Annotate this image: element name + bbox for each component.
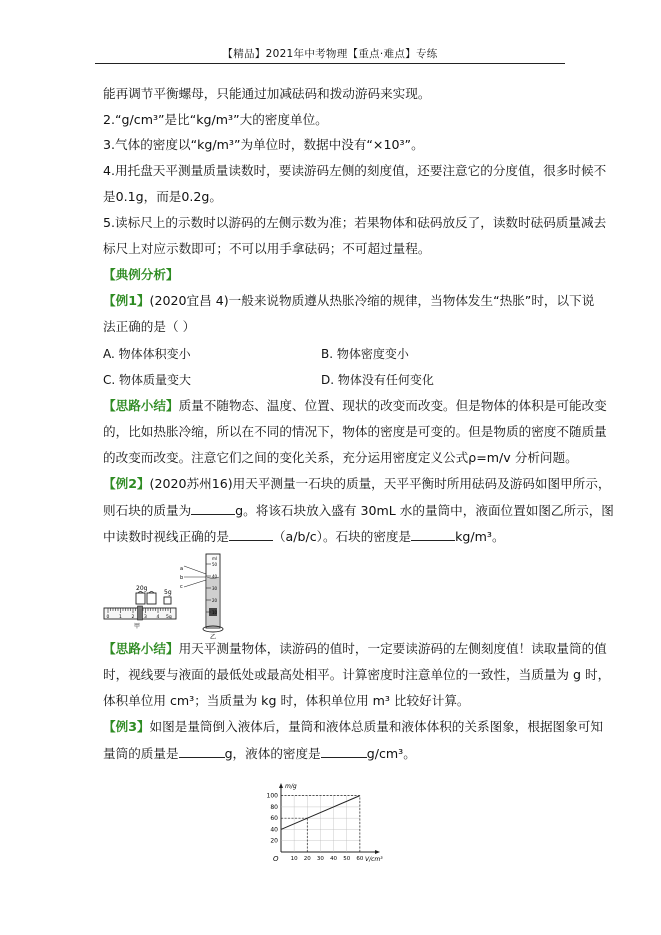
view-label-c: c — [180, 584, 183, 590]
view-label-a: a — [180, 566, 184, 572]
summary-2-line-3: 体积单位用 cm³；当质量为 kg 时，体积单位用 m³ 比较好计算。 — [103, 693, 470, 708]
y-tick-label: 40 — [270, 826, 278, 834]
x-tick-label: 60 — [356, 856, 364, 862]
example-3-text: 如图是量筒倒入液体后，量筒和液体总质量和液体体积的关系图象，根据图象可知 — [149, 719, 603, 734]
summary-1-line — [103, 398, 607, 414]
answer-blank — [179, 745, 225, 758]
y-axis-label: m/g — [285, 783, 297, 790]
option-b: B. 物体密度变小 — [321, 347, 409, 361]
mass-volume-chart — [255, 780, 405, 862]
y-tick-label: 80 — [270, 803, 278, 811]
x-axis-arrow — [375, 850, 380, 854]
weight-5g — [164, 597, 171, 604]
example-2-line — [103, 476, 610, 492]
label-jia: 甲 — [134, 623, 141, 630]
cyl-number: 20 — [212, 598, 218, 603]
example-3-tag: 【例3】 — [103, 719, 150, 734]
y-tick-label: 20 — [270, 837, 278, 845]
example-3-line-2 — [103, 745, 416, 762]
answer-blank — [411, 528, 455, 541]
summary-2-line-2: 时，视线要与液面的最低处或最高处相平。计算密度时注意单位的一致性，当质量为 g 时， — [103, 667, 611, 682]
page-header: 【精品】2021年中考物理【重点·难点】专练 — [222, 48, 438, 60]
example-1-line — [103, 293, 594, 309]
summary-2-text: 用天平测量物体，读游码的值时，一定要读游码的左侧刻度值！读取量筒的值 — [178, 641, 607, 656]
example-2-text: (2020苏州16)用天平测量一石块的质量，天平平衡时所用砝码及游码如图甲所示， — [149, 476, 611, 491]
label-yi: 乙 — [210, 634, 217, 640]
answer-blank — [229, 528, 273, 541]
text: 中读数时视线正确的是 — [103, 529, 229, 544]
answer-blank — [191, 502, 235, 515]
text: kg/m³。 — [455, 529, 505, 544]
answer-blank — [321, 745, 367, 758]
x-tick-label: 40 — [330, 856, 338, 862]
x-tick-label: 30 — [316, 856, 324, 862]
note-line: 标尺上对应示数即可；不可以用手拿砝码；不可超过量程。 — [103, 241, 431, 256]
header-divider — [95, 63, 565, 64]
note-line: 3.气体的密度以“kg/m³”为单位时，数据中没有“×10³”。 — [103, 137, 424, 152]
weight-20g-a — [136, 593, 145, 604]
option-c: C. 物体质量变大 — [103, 373, 192, 387]
option-d: D. 物体没有任何变化 — [321, 373, 434, 387]
ruler-number: 2 — [131, 615, 135, 620]
note-line: 4.用托盘天平测量质量读数时，要读游码左侧的刻度值，还要注意它的分度值，很多时候不 — [103, 163, 607, 178]
x-tick-label: 10 — [290, 856, 298, 862]
cyl-number: 10 — [212, 610, 218, 615]
summary-1-line-2: 的，比如热胀冷缩，所以在不同的情况下，物体的密度是可变的。但是物质的密度不随质量 — [103, 424, 607, 439]
ruler-number: 3 — [144, 615, 147, 620]
cyl-number: 50 — [212, 562, 218, 567]
x-tick-label: 20 — [303, 856, 311, 862]
summary-2-tag: 【思路小结】 — [103, 641, 179, 656]
view-label-b: b — [180, 575, 184, 581]
text: g/cm³。 — [366, 746, 416, 761]
text: g。将该石块放入盛有 30mL 水的量筒中，液面位置如图乙所示，图 — [235, 503, 614, 518]
example-2-line-3 — [103, 528, 505, 545]
example-3-line — [103, 719, 603, 735]
example-2-line-2 — [103, 502, 614, 519]
text: 则石块的质量为 — [103, 503, 192, 518]
weight-label-5g: 5g — [164, 589, 172, 596]
note-line: 5.读标尺上的示数时以游码的左侧示数为准；若果物体和砝码放反了，读数时砝码质量减去 — [103, 215, 607, 230]
summary-1-text: 质量不随物态、温度、位置、现状的改变而改变。但是物体的体积是可能改变 — [178, 398, 607, 413]
summary-2-line — [103, 641, 607, 657]
example-1-tag: 【例1】 — [103, 293, 150, 308]
cyl-number: 40 — [212, 574, 218, 579]
example-2-tag: 【例2】 — [103, 476, 150, 491]
cyl-number: 30 — [212, 586, 218, 591]
option-a: A. 物体体积变小 — [103, 347, 191, 361]
rider — [138, 606, 143, 620]
weight-label-20g: 20g — [136, 585, 148, 592]
note-line: 能再调节平衡螺母，只能通过加减砝码和拨动游码来实现。 — [103, 86, 431, 101]
cyl-unit: ml — [212, 556, 218, 561]
ruler-number: 1 — [119, 615, 122, 620]
summary-1-line-3: 的改变而改变。注意它们之间的变化关系，充分运用密度定义公式ρ=m/v 分析问题。 — [103, 450, 578, 465]
example-1-stem: 法正确的是（ ） — [103, 319, 196, 334]
summary-1-tag: 【思路小结】 — [103, 398, 179, 413]
y-tick-label: 60 — [270, 815, 278, 823]
ruler-number: 5g — [166, 615, 172, 620]
ruler-number: 0 — [106, 615, 110, 620]
text: g，液体的密度是 — [224, 746, 321, 761]
note-line: 2.“g/cm³”是比“kg/m³”大的密度单位。 — [103, 112, 328, 127]
y-tick-label: 100 — [266, 792, 278, 800]
weight-20g-b — [147, 593, 156, 604]
balance-cylinder-figure — [100, 550, 230, 640]
x-tick-label: 50 — [343, 856, 351, 862]
x-axis-label: V/cm³ — [365, 856, 383, 862]
text: （a/b/c）。石块的密度是 — [272, 529, 412, 544]
origin-label: O — [273, 855, 279, 862]
y-axis-arrow — [279, 783, 283, 788]
ruler-number: 4 — [156, 615, 160, 620]
example-1-text: (2020宜昌 4)一般来说物质遵从热胀冷缩的规律，当物体发生“热胀”时，以下说 — [149, 293, 595, 308]
text: 量筒的质量是 — [103, 746, 179, 761]
section-title: 【典例分析】 — [103, 267, 179, 282]
note-line: 是0.1g，而是0.2g。 — [103, 189, 223, 204]
